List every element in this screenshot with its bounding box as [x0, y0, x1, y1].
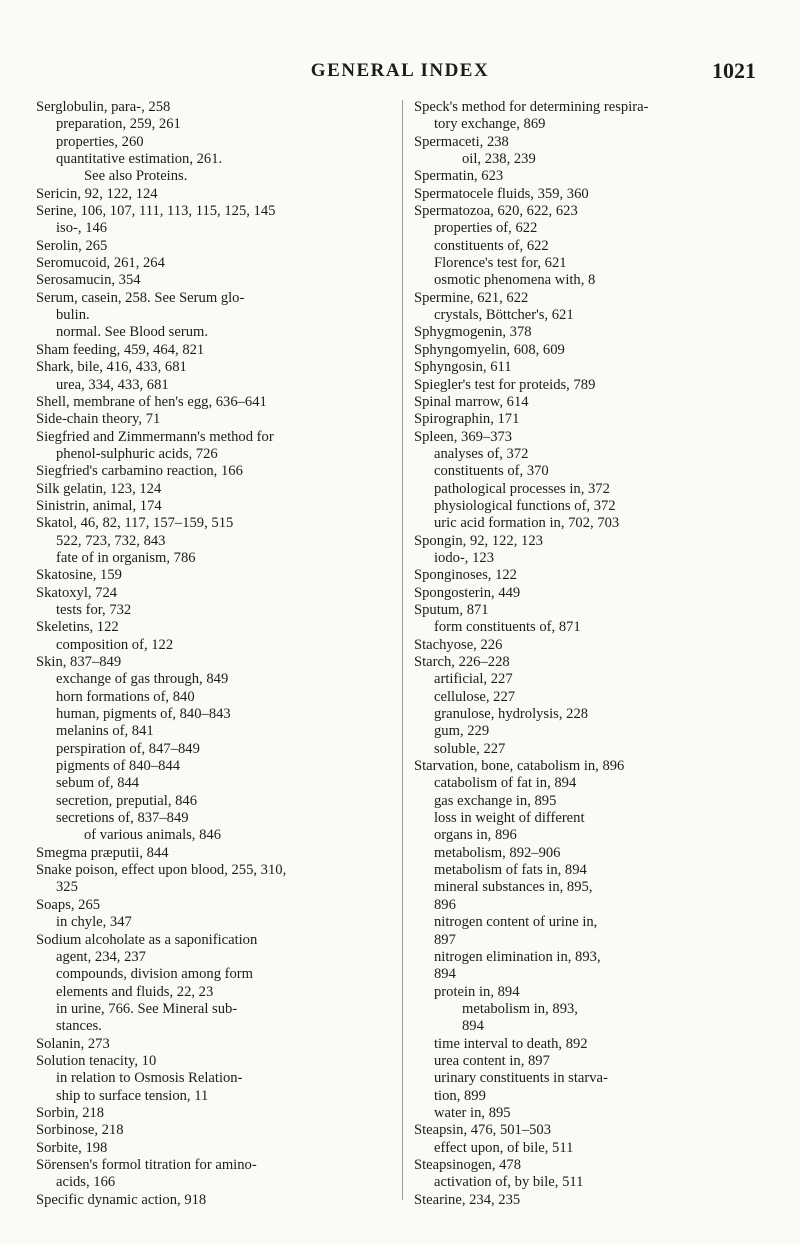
index-subentry: stances.: [56, 1018, 102, 1035]
index-subentry: human, pigments of, 840–843: [56, 706, 231, 723]
index-subentry: granulose, hydrolysis, 228: [434, 706, 589, 723]
index-entry: Specific dynamic action, 918: [36, 1191, 207, 1208]
index-subentry: 325: [56, 879, 78, 896]
index-entry: Starvation, bone, catabolism in, 896: [414, 758, 625, 775]
index-subentry: effect upon, of bile, 511: [434, 1139, 574, 1156]
index-entry: Sorbin, 218: [36, 1104, 105, 1121]
index-entry: Sorbite, 198: [36, 1139, 108, 1156]
index-entry: Skatol, 46, 82, 117, 157–159, 515: [36, 515, 234, 532]
page-header: [0, 60, 800, 84]
index-entry: Smegma præputii, 844: [36, 844, 169, 861]
index-entry: Siegfried and Zimmermann's method for: [36, 428, 274, 445]
index-entry: Spermatozoa, 620, 622, 623: [414, 203, 578, 220]
column-divider: [402, 100, 403, 1200]
index-entry: Steapsin, 476, 501–503: [414, 1122, 552, 1139]
page-number: 1021: [712, 58, 756, 83]
index-subentry: secretion, preputial, 846: [56, 792, 198, 809]
running-title: GENERAL INDEX: [310, 60, 490, 81]
index-subentry: activation of, by bile, 511: [434, 1174, 584, 1191]
index-entry: Stachyose, 226: [414, 636, 503, 653]
index-subentry: gum, 229: [434, 723, 490, 740]
index-entry: Steapsinogen, 478: [414, 1156, 522, 1173]
index-subentry: iso-, 146: [56, 220, 108, 237]
index-subentry: ship to surface tension, 11: [56, 1087, 209, 1104]
index-entry: Shark, bile, 416, 433, 681: [36, 359, 187, 376]
index-subentry: metabolism, 892–906: [434, 844, 561, 861]
index-subentry: quantitative estimation, 261.: [56, 151, 223, 168]
index-subentry: bulin.: [56, 307, 90, 324]
index-subentry: urea, 334, 433, 681: [56, 376, 169, 393]
index-subentry: iodo-, 123: [434, 549, 494, 566]
index-subentry: perspiration of, 847–849: [56, 740, 200, 757]
index-subentry: sebum of, 844: [56, 775, 140, 792]
index-entry: Spiegler's test for proteids, 789: [414, 376, 596, 393]
index-subentry: oil, 238, 239: [462, 151, 536, 168]
index-entry: Spermine, 621, 622: [414, 289, 529, 306]
index-entry: Soaps, 265: [36, 896, 101, 913]
index-entry: Sphyngomyelin, 608, 609: [414, 341, 565, 358]
index-entry: Serosamucin, 354: [36, 272, 141, 289]
index-subentry: in relation to Osmosis Relation-: [56, 1070, 243, 1087]
index-subentry: urinary constituents in starva-: [434, 1070, 608, 1087]
index-entry: Seromucoid, 261, 264: [36, 255, 165, 272]
index-subentry: phenol-sulphuric acids, 726: [56, 445, 218, 462]
index-subentry: protein in, 894: [434, 983, 520, 1000]
index-subentry: urea content in, 897: [434, 1052, 550, 1069]
index-entry: Side-chain theory, 71: [36, 411, 161, 428]
index-entry: Serglobulin, para-, 258: [36, 99, 171, 115]
index-subentry: tory exchange, 869: [434, 116, 546, 133]
index-subentry: 894: [462, 1018, 484, 1035]
index-entry: Solution tenacity, 10: [36, 1052, 157, 1069]
index-subentry: form constituents of, 871: [434, 619, 581, 636]
index-entry: Siegfried's carbamino reaction, 166: [36, 463, 243, 480]
index-subentry: catabolism of fat in, 894: [434, 775, 577, 792]
index-entry: Spongin, 92, 122, 123: [414, 532, 543, 549]
index-subentry: See also Proteins.: [84, 168, 188, 185]
index-subentry: loss in weight of different: [434, 810, 585, 827]
index-subentry: tion, 899: [434, 1087, 486, 1104]
index-subentry: acids, 166: [56, 1174, 116, 1191]
index-subentry: agent, 234, 237: [56, 948, 146, 965]
index-entry: Solanin, 273: [36, 1035, 110, 1052]
index-subentry: in urine, 766. See Mineral sub-: [56, 1000, 238, 1017]
index-subentry: pathological processes in, 372: [434, 480, 610, 497]
index-entry: Stearine, 234, 235: [414, 1191, 521, 1208]
index-subentry: fate of in organism, 786: [56, 549, 196, 566]
index-subentry: melanins of, 841: [56, 723, 154, 740]
index-entry: Speck's method for determining respira-: [414, 99, 649, 115]
index-entry: Spongosterin, 449: [414, 584, 521, 601]
index-subentry: Florence's test for, 621: [434, 255, 567, 272]
index-subentry: uric acid formation in, 702, 703: [434, 515, 620, 532]
index-subentry: time interval to death, 892: [434, 1035, 588, 1052]
index-entry: Skatosine, 159: [36, 567, 122, 584]
index-subentry: 894: [434, 966, 456, 983]
index-entry: Snake poison, effect upon blood, 255, 310,: [36, 862, 287, 879]
index-subentry: pigments of 840–844: [56, 758, 181, 775]
index-subentry: properties of, 622: [434, 220, 538, 237]
index-subentry: artificial, 227: [434, 671, 513, 688]
index-subentry: 522, 723, 732, 843: [56, 532, 166, 549]
index-subentry: composition of, 122: [56, 636, 174, 653]
index-subentry: 896: [434, 896, 456, 913]
index-subentry: organs in, 896: [434, 827, 517, 844]
index-subentry: tests for, 732: [56, 601, 132, 618]
index-entry: Sponginoses, 122: [414, 567, 517, 584]
index-entry: Starch, 226–228: [414, 654, 510, 670]
index-subentry: analyses of, 372: [434, 445, 529, 462]
index-subentry: compounds, division among form: [56, 966, 254, 983]
index-subentry: soluble, 227: [434, 740, 506, 757]
index-entry: Spermaceti, 238: [414, 133, 509, 150]
index-column-right: [414, 99, 790, 1209]
index-entry: Sodium alcoholate as a saponification: [36, 931, 258, 948]
index-subentry: nitrogen elimination in, 893,: [434, 948, 601, 965]
index-subentry: osmotic phenomena with, 8: [434, 272, 596, 289]
index-entry: Sörensen's formol titration for amino-: [36, 1156, 257, 1173]
index-entry: Spermatocele fluids, 359, 360: [414, 185, 589, 202]
index-subentry: crystals, Böttcher's, 621: [434, 307, 574, 324]
index-subentry: properties, 260: [56, 133, 144, 150]
index-subentry: horn formations of, 840: [56, 688, 195, 705]
index-subentry: secretions of, 837–849: [56, 810, 189, 827]
index-entry: Spinal marrow, 614: [414, 393, 529, 410]
index-subentry: of various animals, 846: [84, 827, 221, 844]
index-entry: Skeletins, 122: [36, 619, 119, 636]
index-subentry: metabolism of fats in, 894: [434, 862, 587, 879]
index-entry: Shell, membrane of hen's egg, 636–641: [36, 393, 267, 410]
index-entry: Serine, 106, 107, 111, 113, 115, 125, 145: [36, 203, 276, 220]
index-entry: Sputum, 871: [414, 601, 489, 618]
index-entry: Sphygmogenin, 378: [414, 324, 532, 341]
index-entry: Silk gelatin, 123, 124: [36, 480, 162, 497]
index-subentry: gas exchange in, 895: [434, 792, 557, 809]
index-subentry: normal. See Blood serum.: [56, 324, 208, 341]
index-column-left: [36, 99, 396, 1209]
index-entry: Sorbinose, 218: [36, 1122, 124, 1139]
index-entry: Spermatin, 623: [414, 168, 504, 185]
index-entry: Sham feeding, 459, 464, 821: [36, 341, 205, 358]
index-subentry: in chyle, 347: [56, 914, 132, 931]
index-subentry: exchange of gas through, 849: [56, 671, 229, 688]
index-subentry: water in, 895: [434, 1104, 511, 1121]
index-entry: Serolin, 265: [36, 237, 108, 254]
index-entry: Sinistrin, animal, 174: [36, 497, 162, 514]
index-entry: Sphyngosin, 611: [414, 359, 512, 376]
index-subentry: mineral substances in, 895,: [434, 879, 593, 896]
index-entry: Spleen, 369–373: [414, 428, 513, 445]
index-entry: Skatoxyl, 724: [36, 584, 118, 601]
index-subentry: preparation, 259, 261: [56, 116, 181, 133]
index-entry: Spirographin, 171: [414, 411, 520, 428]
index-subentry: elements and fluids, 22, 23: [56, 983, 214, 1000]
index-subentry: constituents of, 370: [434, 463, 549, 480]
index-subentry: 897: [434, 931, 456, 948]
index-subentry: nitrogen content of urine in,: [434, 914, 598, 931]
index-subentry: constituents of, 622: [434, 237, 549, 254]
index-entry: Skin, 837–849: [36, 654, 122, 670]
index-entry: Sericin, 92, 122, 124: [36, 185, 158, 202]
index-subentry: metabolism in, 893,: [462, 1000, 578, 1017]
index-entry: Serum, casein, 258. See Serum glo-: [36, 289, 245, 306]
index-subentry: physiological functions of, 372: [434, 497, 616, 514]
index-subentry: cellulose, 227: [434, 688, 516, 705]
